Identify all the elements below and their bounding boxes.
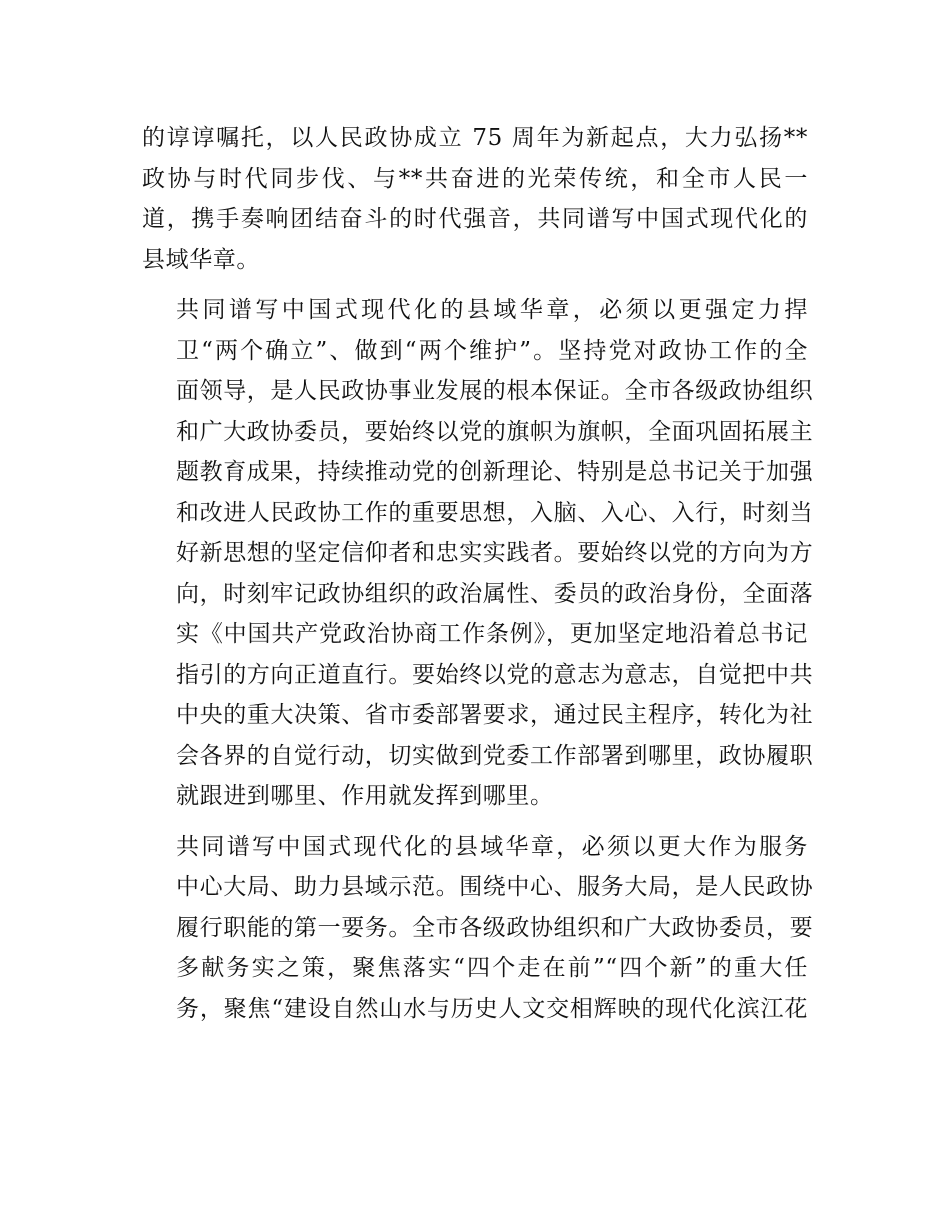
text-line: 题教育成果，持续推动党的创新理论、特别是总书记关于加强 xyxy=(176,459,814,485)
text-line: 实《中国共产党政治协商工作条例》，更加坚定地沿着总书记 xyxy=(176,621,808,647)
text-line: 卫“两个确立”、做到“两个维护”。坚持党对政协工作的全 xyxy=(176,337,808,364)
text-line: 向，时刻牢记政协组织的政治属性、委员的政治身份，全面落 xyxy=(176,580,814,607)
text-line: 面领导，是人民政协事业发展的根本保证。全市各级政协组织 xyxy=(176,378,814,404)
paragraph-1 xyxy=(142,118,808,280)
text-line: 中心大局、助力县域示范。围绕中心、服务大局，是人民政协 xyxy=(176,874,814,900)
text-line: 共同谱写中国式现代化的县域华章，必须以更大作为服务 xyxy=(176,833,808,860)
text-line: 多献务实之策，聚焦落实“四个走在前”“四个新”的重大任 xyxy=(176,955,808,981)
text-line: 好新思想的坚定信仰者和忠实实践者。要始终以党的方向为方 xyxy=(176,540,814,566)
paragraph-2 xyxy=(142,290,814,817)
text-line: 政协与时代同步伐、与**共奋进的光荣传统，和全市人民一 xyxy=(142,165,808,192)
text-line: 和改进人民政协工作的重要思想，入脑、入心、入行，时刻当 xyxy=(176,499,814,526)
text-line: 务，聚焦“建设自然山水与历史人文交相辉映的现代化滨江花 xyxy=(176,995,808,1022)
text-line: 会各界的自觉行动，切实做到党委工作部署到哪里，政协履职 xyxy=(176,742,814,769)
text-line: 道，携手奏响团结奋斗的时代强音，共同谱写中国式现代化的 xyxy=(142,206,808,232)
paragraph-3 xyxy=(142,827,814,1030)
text-line: 指引的方向正道直行。要始终以党的意志为意志，自觉把中共 xyxy=(176,661,814,688)
text-line: 的谆谆嘱托，以人民政协成立 75 周年为新起点，大力弘扬** xyxy=(142,125,808,151)
document-body xyxy=(142,118,814,1039)
text-line: 和广大政协委员，要始终以党的旗帜为旗帜，全面巩固拓展主 xyxy=(176,418,814,445)
text-line: 县域华章。 xyxy=(142,246,260,273)
text-line: 就跟进到哪里、作用就发挥到哪里。 xyxy=(176,783,554,809)
text-line: 中央的重大决策、省市委部署要求，通过民主程序，转化为社 xyxy=(176,702,814,728)
text-line: 共同谱写中国式现代化的县域华章，必须以更强定力捍 xyxy=(176,297,808,323)
text-line: 履行职能的第一要务。全市各级政协组织和广大政协委员，要 xyxy=(176,914,814,941)
